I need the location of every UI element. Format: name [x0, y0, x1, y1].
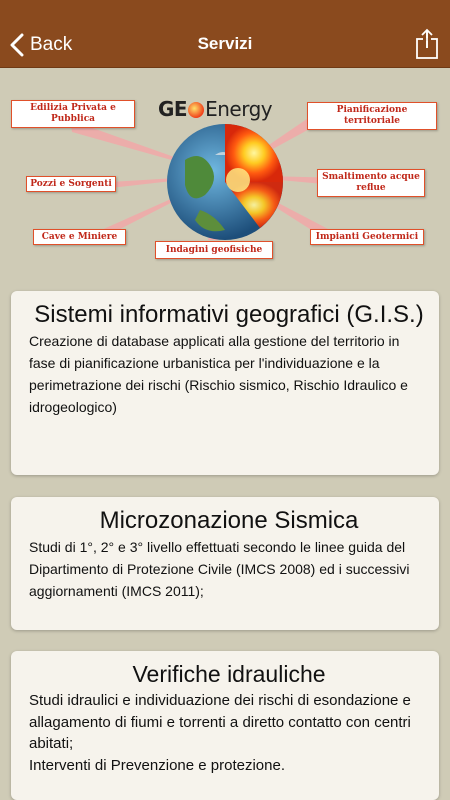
- geo-energy-logo: GE Energy: [158, 97, 273, 121]
- navigation-bar: [0, 0, 450, 68]
- service-card-microzonazione[interactable]: [11, 497, 439, 630]
- page-title: Servizi: [197, 34, 253, 53]
- service-card-verifiche-idrauliche[interactable]: [11, 651, 439, 800]
- card-body-line: Studi idraulici e individuazione dei rischi di esondazione e allagamento di fiumi e torrenti a diretto contatto con centri abitati;: [29, 692, 411, 752]
- card-body: Creazione di database applicati alla gestione del territorio in fase di pianificazione urbanistica per l'individuazione e la perimetrazione dei rischi (Rischio sismico, Rischio Idraulico e idrogeologico): [29, 333, 408, 415]
- card-title: Verifiche idrauliche: [132, 661, 326, 687]
- tag-smaltimento: Smaltimento acque reflue: [317, 169, 425, 197]
- service-card-gis[interactable]: [11, 291, 439, 475]
- tag-cave: Cave e Miniere: [33, 229, 126, 245]
- share-icon[interactable]: [414, 28, 440, 60]
- tag-edilizia: Edilizia Privata e Pubblica: [11, 100, 135, 128]
- tag-indagini: Indagini geofisiche: [155, 241, 273, 259]
- services-illustration: [0, 70, 450, 270]
- card-body-line: Interventi di Prevenzione e protezione.: [29, 756, 285, 774]
- card-title: Microzonazione Sismica: [99, 507, 359, 534]
- tag-pozzi: Pozzi e Sorgenti: [26, 176, 116, 192]
- tag-geotermici: Impianti Geotermici: [310, 229, 424, 245]
- tag-pianificazione: Pianificazione territoriale: [307, 102, 437, 130]
- back-label: Back: [30, 34, 73, 55]
- card-title: Sistemi informativi geografici (G.I.S.): [34, 301, 424, 328]
- card-body: Studi di 1°, 2° e 3° livello effettuati secondo le linee guida del Dipartimento di Protezione Civile (IMCS 2008) ed i successivi aggiornamenti (IMCS 2011);: [29, 539, 410, 599]
